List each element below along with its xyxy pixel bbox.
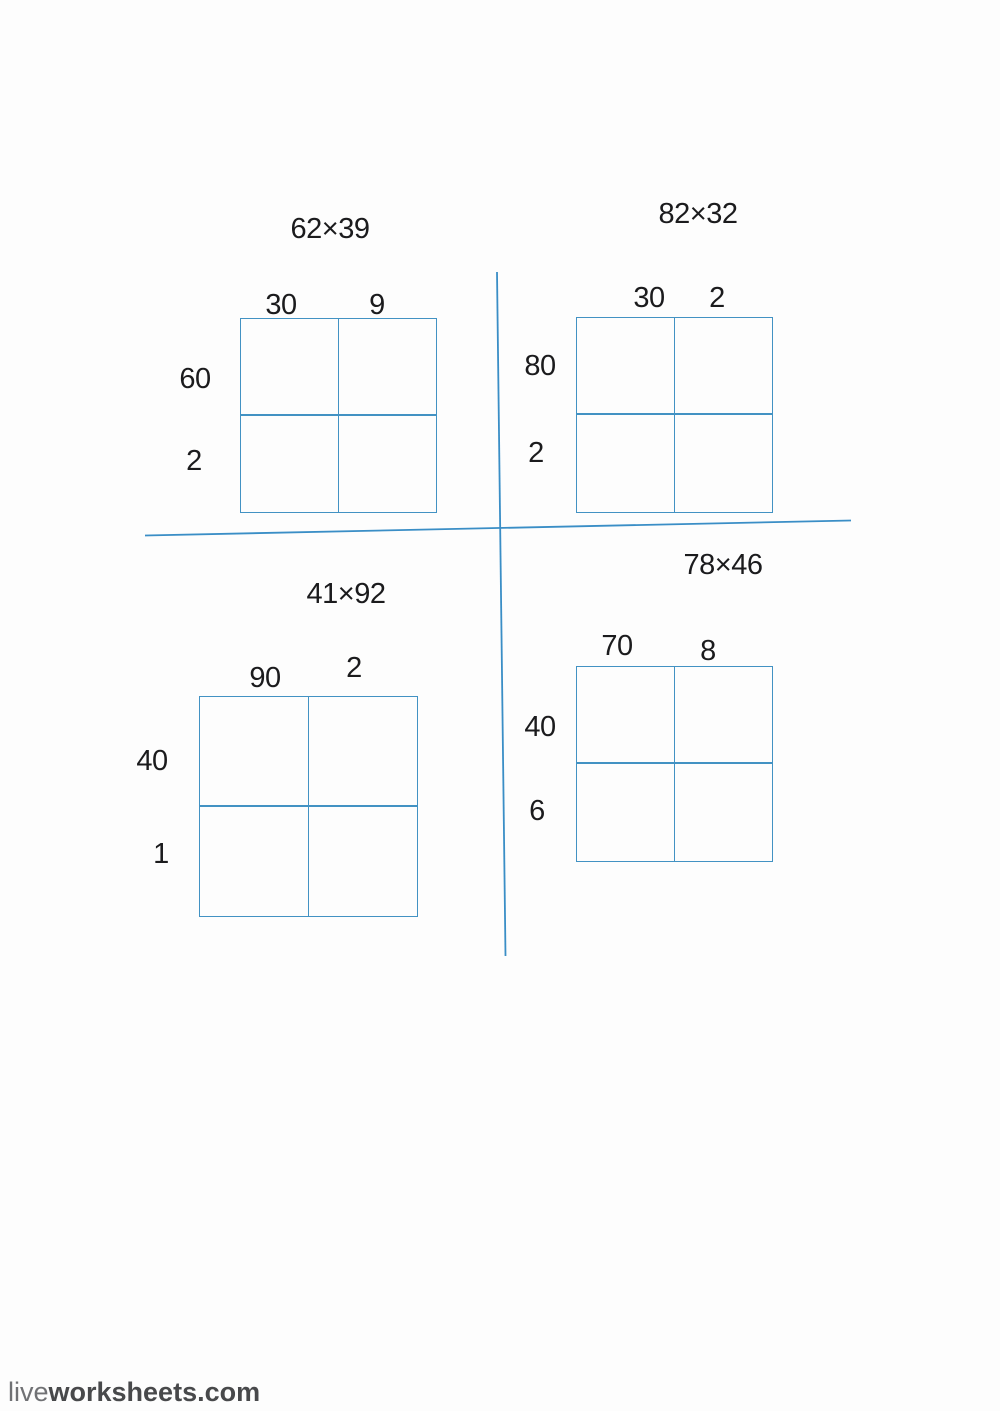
side-factor-label: 60 xyxy=(179,363,211,395)
product-cell-top-left[interactable] xyxy=(577,318,675,415)
product-cell-bottom-right[interactable] xyxy=(675,415,773,512)
liveworksheets-logo xyxy=(8,1377,260,1407)
product-cell-top-right[interactable] xyxy=(675,667,773,764)
product-cell-bottom-right[interactable] xyxy=(339,416,437,513)
top-factor-label: 70 xyxy=(601,630,633,662)
top-factor-label: 2 xyxy=(709,282,725,314)
side-factor-label: 2 xyxy=(186,445,202,477)
logo-text-bold: worksheets.com xyxy=(48,1377,261,1407)
product-cell-top-right[interactable] xyxy=(339,319,437,416)
product-cell-bottom-left[interactable] xyxy=(200,807,309,917)
side-factor-label: 2 xyxy=(528,437,544,469)
product-cell-top-right[interactable] xyxy=(675,318,773,415)
problem-title: 78×46 xyxy=(683,549,763,581)
product-cell-bottom-left[interactable] xyxy=(577,764,675,861)
product-cell-top-left[interactable] xyxy=(577,667,675,764)
problem-title: 82×32 xyxy=(658,198,738,230)
product-cell-top-left[interactable] xyxy=(200,697,309,807)
top-factor-label: 30 xyxy=(633,282,665,314)
top-factor-label: 90 xyxy=(249,662,281,694)
top-factor-label: 2 xyxy=(346,652,362,684)
logo-text-light: live xyxy=(8,1377,49,1407)
area-model-grid xyxy=(576,666,773,862)
area-model-grid xyxy=(199,696,418,917)
product-cell-bottom-right[interactable] xyxy=(675,764,773,861)
product-cell-top-left[interactable] xyxy=(241,319,339,416)
top-factor-label: 30 xyxy=(265,289,297,321)
problem-title: 41×92 xyxy=(306,578,386,610)
product-cell-bottom-right[interactable] xyxy=(309,807,418,917)
side-factor-label: 40 xyxy=(524,711,556,743)
side-factor-label: 1 xyxy=(153,838,169,870)
side-factor-label: 80 xyxy=(524,350,556,382)
top-factor-label: 9 xyxy=(369,289,385,321)
product-cell-bottom-left[interactable] xyxy=(241,416,339,513)
area-model-grid xyxy=(240,318,437,513)
top-factor-label: 8 xyxy=(700,635,716,667)
product-cell-top-right[interactable] xyxy=(309,697,418,807)
product-cell-bottom-left[interactable] xyxy=(577,415,675,512)
problem-title: 62×39 xyxy=(290,213,370,245)
area-model-grid xyxy=(576,317,773,513)
side-factor-label: 6 xyxy=(529,795,545,827)
horizontal-divider-line xyxy=(145,521,851,536)
side-factor-label: 40 xyxy=(136,745,168,777)
